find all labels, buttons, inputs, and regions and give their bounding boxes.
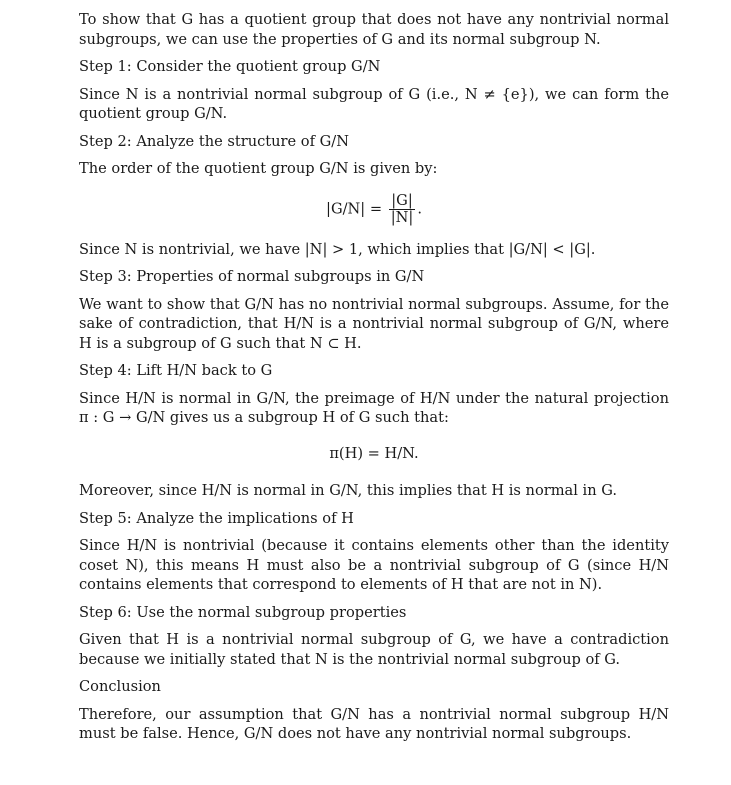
conclusion-heading: Conclusion [79, 678, 161, 695]
step3-paragraph: We want to show that G/N has no nontrivial normal subgroups. Assume, for the sake of contradiction, that H/N is a nontrivial normal subgroup of G/N, where H is a subgroup of G such that N ⊂ H. [79, 295, 669, 352]
step4-paragraph: Since H/N is normal in G/N, the preimage of H/N under the natural projection π : G → G/N gives us a subgroup H of G such that: [79, 389, 669, 426]
step6-heading: Step 6: Use the normal subgroup properties [79, 603, 407, 621]
order-fraction-numerator: |G| [391, 191, 413, 209]
step6-paragraph: Given that H is a nontrivial normal subgroup of G, we have a contradiction because we initially stated that N is the nontrivial normal subgroup of G. [79, 631, 669, 668]
step2-after-paragraph: Since N is nontrivial, we have |N| > 1, which implies that |G/N| < |G|. [79, 240, 596, 258]
step5-heading: Step 5: Analyze the implications of H [79, 509, 354, 527]
step1-heading: Step 1: Consider the quotient group G/N [79, 58, 381, 75]
step1-paragraph: Since N is a nontrivial normal subgroup of G (i.e., N ≠ {e}), we can form the quotient group G/N. [79, 85, 669, 122]
step4-heading: Step 4: Lift H/N back to G [79, 362, 273, 379]
order-fraction-denominator: |N| [390, 208, 414, 226]
step2-paragraph: The order of the quotient group G/N is given by: [79, 160, 438, 177]
order-equation-lhs: |G/N| = [326, 200, 383, 217]
order-fraction [389, 193, 416, 226]
step2-heading: Step 2: Analyze the structure of G/N [79, 132, 349, 150]
projection-equation: π(H) = H/N. [329, 444, 419, 462]
step5-paragraph: Since H/N is nontrivial (because it contains elements other than the identity coset N), this means H must also be a nontrivial subgroup of G (since H/N contains elements that correspond to elements of H that are not in N). [79, 537, 669, 593]
document-body [79, 10, 669, 752]
step3-heading: Step 3: Properties of normal subgroups in G/N [79, 268, 425, 285]
order-equation-period: . [417, 200, 422, 217]
conclusion-paragraph: Therefore, our assumption that G/N has a nontrivial normal subgroup H/N must be false. Hence, G/N does not have any nontrivial normal subgroups. [79, 705, 669, 742]
step4-after-paragraph: Moreover, since H/N is normal in G/N, this implies that H is normal in G. [79, 482, 618, 499]
order-equation [79, 193, 669, 226]
intro-paragraph: To show that G has a quotient group that does not have any nontrivial normal subgroups, we can use the properties of G and its normal subgroup N. [79, 11, 669, 48]
